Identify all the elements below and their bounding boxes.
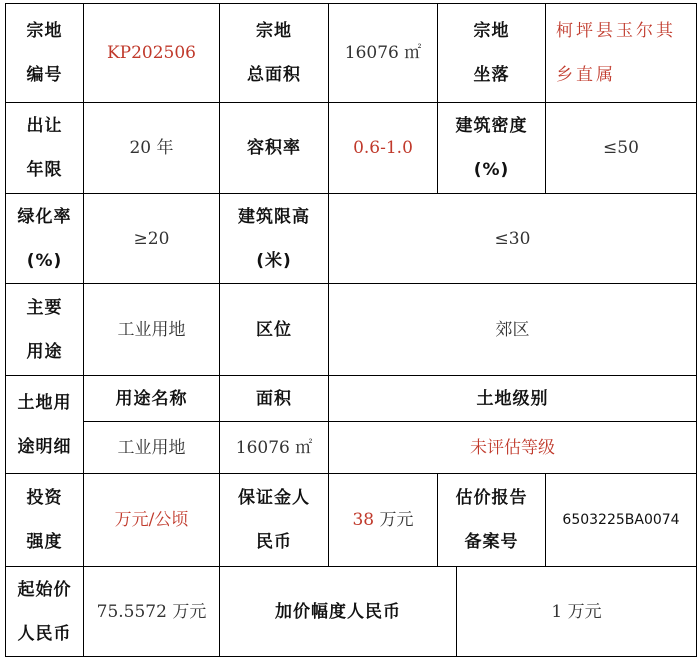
transfer-term-label: 出让 年限 (26, 116, 63, 180)
transfer-term-value: 20 年 (129, 138, 174, 158)
investment-intensity-value: 万元/公顷 (114, 510, 189, 530)
main-use-label: 主要 用途 (26, 297, 63, 362)
zone-value: 郊区 (495, 319, 530, 340)
building-density-label: 建筑密度 (%) (455, 116, 528, 180)
bid-increment-value: 1 万元 (551, 601, 602, 622)
parcel-number-label: 宗地 编号 (26, 21, 63, 85)
land-grade-header: 土地级别 (476, 388, 549, 409)
appraisal-record-value: 6503225BA0074 (562, 512, 680, 528)
table-rule (696, 3, 697, 657)
use-area-header: 面积 (256, 388, 292, 409)
green-ratio-value: ≥20 (133, 228, 170, 249)
start-price-value: 75.5572 万元 (96, 601, 207, 622)
location-value: 柯坪县玉尔其 乡直属 (556, 21, 676, 85)
investment-intensity-label: 投资 强度 (26, 488, 63, 552)
appraisal-record-label: 估价报告 备案号 (455, 488, 528, 552)
total-area-value: 16076 ㎡ (344, 43, 422, 63)
height-limit-value: ≤30 (494, 228, 531, 249)
use-name-header: 用途名称 (115, 388, 188, 409)
building-density-value: ≤50 (603, 138, 639, 158)
land-grade-value: 未评估等级 (470, 437, 555, 458)
parcel-number-value: KP202506 (106, 43, 197, 63)
green-ratio-label: 绿化率 (%) (17, 206, 72, 271)
location-label: 宗地 坐落 (473, 21, 510, 85)
deposit-unit: 万元 (374, 510, 414, 530)
table-rule (5, 656, 697, 657)
use-detail-label: 土地用 途明细 (17, 392, 72, 457)
deposit-label: 保证金人 民币 (238, 488, 310, 552)
start-price-label: 起始价 人民币 (17, 579, 72, 644)
deposit-value (329, 474, 437, 566)
floor-area-ratio-value: 0.6-1.0 (353, 138, 413, 158)
main-use-value: 工业用地 (117, 319, 186, 340)
use-name-value: 工业用地 (117, 437, 186, 458)
use-area-value: 16076 ㎡ (235, 437, 313, 458)
height-limit-label: 建筑限高 (米) (238, 206, 310, 271)
total-area-label: 宗地 总面积 (247, 21, 301, 85)
deposit-amount: 38 (352, 510, 375, 530)
zone-label: 区位 (256, 319, 292, 340)
bid-increment-label: 加价幅度人民币 (275, 601, 401, 622)
floor-area-ratio-label: 容积率 (247, 138, 301, 158)
